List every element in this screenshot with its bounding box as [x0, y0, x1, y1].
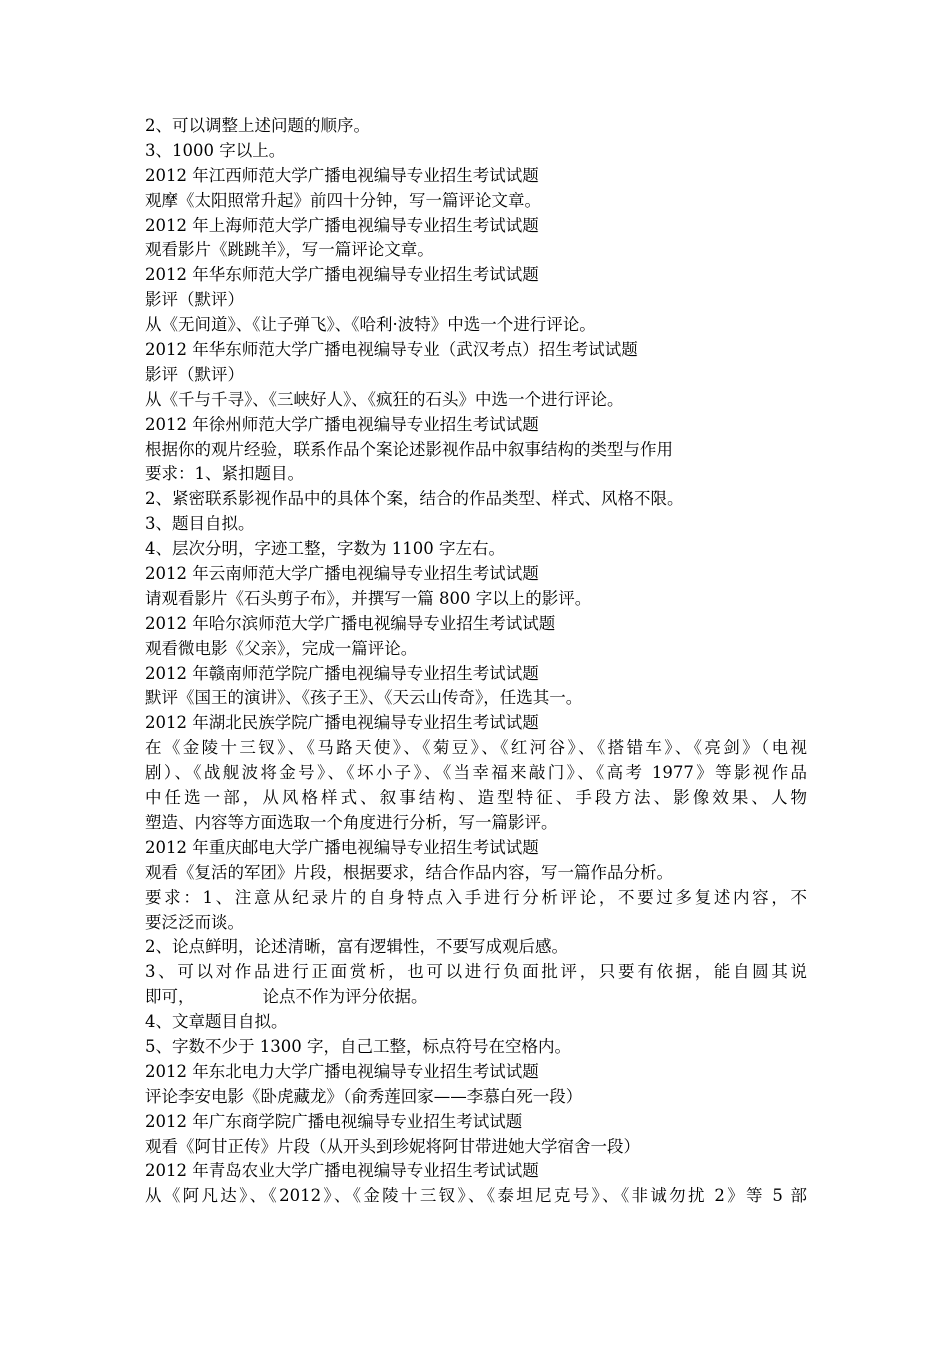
text-line: 请观看影片《石头剪子布》，并撰写一篇 800 字以上的影评。 — [145, 588, 592, 608]
text-line: 要求：1、紧扣题目。 — [145, 464, 304, 484]
text-line: 根据你的观片经验，联系作品个案论述影视作品中叙事结构的类型与作用 — [145, 439, 673, 459]
text-line: 从《无间道》、《让子弹飞》、《哈利·波特》中选一个进行评论。 — [145, 315, 596, 335]
text-line: 影评（默评） — [145, 364, 244, 384]
text-line: 5、字数不少于 1300 字，自己工整，标点符号在空格内。 — [145, 1036, 571, 1056]
text-line: 要求：1、注意从纪录片的自身特点入手进行分析评论，不要过多复述内容，不 — [145, 887, 807, 907]
split-line-right: 论点不作为评分依据。 — [262, 987, 428, 1007]
text-line: 2、可以调整上述问题的顺序。 — [145, 116, 370, 135]
text-line: 塑造、内容等方面选取一个角度进行分析，写一篇影评。 — [145, 812, 558, 832]
text-line: 观看《复活的军团》片段，根据要求，结合作品内容，写一篇作品分析。 — [145, 862, 673, 882]
section-heading: 2012 年哈尔滨师范大学广播电视编导专业招生考试试题 — [145, 613, 556, 633]
text-line: 2、紧密联系影视作品中的具体个案，结合的作品类型、样式、风格不限。 — [145, 489, 684, 509]
text-line: 3、可以对作品进行正面赏析，也可以进行负面批评，只要有依据，能自圆其说 — [145, 962, 807, 982]
text-line: 从《阿凡达》、《2012》、《金陵十三钗》、《泰坦尼克号》、《非诚勿扰 2》等 5 部 — [145, 1186, 807, 1206]
text-line: 要泛泛而谈。 — [145, 912, 244, 932]
section-heading: 2012 年华东师范大学广播电视编导专业（武汉考点）招生考试试题 — [145, 340, 638, 360]
text-line: 评论李安电影《卧虎藏龙》（俞秀莲回家——李慕白死一段） — [145, 1086, 583, 1106]
text-line: 观看影片《跳跳羊》，写一篇评论文章。 — [145, 240, 434, 260]
text-line: 影评（默评） — [145, 290, 244, 310]
text-line: 观看微电影《父亲》，完成一篇评论。 — [145, 638, 418, 658]
section-heading: 2012 年江西师范大学广播电视编导专业招生考试试题 — [145, 165, 539, 185]
text-line: 中任选一部，从风格样式、叙事结构、造型特征、手段方法、影像效果、人物 — [145, 788, 807, 808]
section-heading: 2012 年云南师范大学广播电视编导专业招生考试试题 — [145, 564, 539, 584]
text-line: 4、层次分明，字迹工整，字数为 1100 字左右。 — [145, 539, 505, 559]
text-line: 2、论点鲜明，论述清晰，富有逻辑性，不要写成观后感。 — [145, 937, 568, 957]
text-line — [145, 985, 807, 1010]
section-heading: 2012 年上海师范大学广播电视编导专业招生考试试题 — [145, 215, 539, 235]
section-heading: 2012 年广东商学院广播电视编导专业招生考试试题 — [145, 1111, 523, 1131]
text-line: 剧）、《战舰波将金号》、《坏小子》、《当幸福来敲门》、《高考 1977》等影视作品 — [145, 763, 807, 783]
text-line: 4、文章题目自拟。 — [145, 1012, 288, 1032]
section-heading: 2012 年东北电力大学广播电视编导专业招生考试试题 — [145, 1061, 539, 1081]
text-line: 3、题目自拟。 — [145, 514, 255, 534]
text-line: 默评《国王的演讲》、《孩子王》、《天云山传奇》，任选其一。 — [145, 688, 583, 708]
section-heading: 2012 年青岛农业大学广播电视编导专业招生考试试题 — [145, 1161, 539, 1181]
text-line: 观摩《太阳照常升起》前四十分钟，写一篇评论文章。 — [145, 190, 541, 210]
section-heading: 2012 年湖北民族学院广播电视编导专业招生考试试题 — [145, 713, 539, 733]
document-body — [145, 114, 807, 1209]
text-line: 观看《阿甘正传》片段（从开头到珍妮将阿甘带进她大学宿舍一段） — [145, 1136, 640, 1156]
section-heading: 2012 年重庆邮电大学广播电视编导专业招生考试试题 — [145, 837, 539, 857]
split-line-left: 即可， — [145, 987, 195, 1007]
text-line: 从《千与千寻》、《三峡好人》、《疯狂的石头》中选一个进行评论。 — [145, 389, 624, 409]
section-heading: 2012 年华东师范大学广播电视编导专业招生考试试题 — [145, 265, 539, 285]
text-line: 3、1000 字以上。 — [145, 140, 286, 160]
section-heading: 2012 年赣南师范学院广播电视编导专业招生考试试题 — [145, 663, 539, 683]
text-line: 在《金陵十三钗》、《马路天使》、《菊豆》、《红河谷》、《搭错车》、《亮剑》（电视 — [145, 738, 807, 758]
section-heading: 2012 年徐州师范大学广播电视编导专业招生考试试题 — [145, 414, 539, 434]
